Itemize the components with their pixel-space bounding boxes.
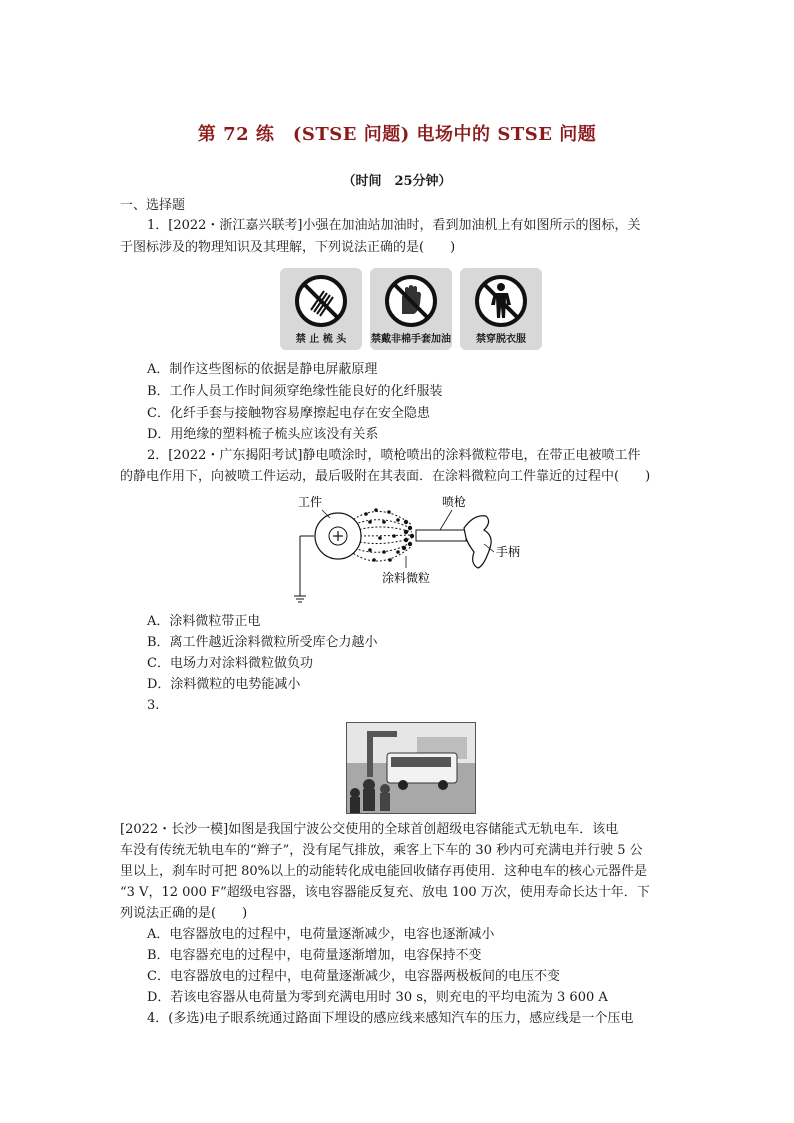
bus-photo-image <box>347 723 475 813</box>
spray-gun-barrel <box>416 530 466 541</box>
sign-caption: 禁 止 梳 头 <box>295 334 347 345</box>
warning-signs <box>280 268 542 350</box>
q3-stem-line5: 列说法正确的是( ) <box>120 906 248 921</box>
trolleybus-photo <box>346 722 476 814</box>
q3-number: 3. <box>147 698 160 713</box>
q1-option-a: A．制作这些图标的依据是静电屏蔽原理 <box>147 362 378 377</box>
spray-gun-handle <box>464 516 491 568</box>
q2-option-a: A．涂料微粒带正电 <box>147 614 261 629</box>
label-paint-particles: 涂料微粒 <box>382 571 431 585</box>
sign-no-combing <box>280 268 362 350</box>
label-workpiece: 工件 <box>298 495 323 509</box>
q1-option-c: C．化纤手套与接触物容易摩擦起电存在安全隐患 <box>147 406 430 421</box>
section-heading: 一、选择题 <box>120 198 186 213</box>
q3-stem-line1: [2022・长沙一模]如图是我国宁波公交使用的全球首创超级电容储能式无轨电车．该电 <box>120 822 619 837</box>
q3-option-a: A．电容器放电的过程中，电荷量逐渐减少，电容也逐渐减小 <box>147 927 495 942</box>
sign-caption: 禁穿脱衣服 <box>476 334 526 345</box>
paint-particles <box>364 508 414 562</box>
sign-no-undressing <box>460 268 542 350</box>
label-spray-gun: 喷枪 <box>442 495 467 509</box>
q1-stem-line2: 于图标涉及的物理知识及其理解，下列说法正确的是( ) <box>120 240 456 255</box>
no-undressing-icon <box>474 274 528 328</box>
electrostatic-spray-diagram <box>294 492 534 604</box>
no-combing-icon <box>294 274 348 328</box>
label-handle: 手柄 <box>496 545 521 559</box>
no-gloves-icon <box>384 274 438 328</box>
sign-caption: 禁戴非棉手套加油 <box>371 334 451 345</box>
q2-stem-line2: 的静电作用下，向被喷工件运动，最后吸附在其表面．在涂料微粒向工件靠近的过程中( ) <box>120 469 651 484</box>
q2-option-d: D．涂料微粒的电势能减小 <box>147 677 301 692</box>
q3-stem-line2: 车没有传统无轨电车的“辫子”，没有尾气排放，乘客上下车的 30 秒内可充满电并行驶 5 公 <box>120 843 643 858</box>
q1-option-b: B．工作人员工作时间须穿绝缘性能良好的化纤服装 <box>147 384 443 399</box>
q2-option-b: B．离工件越近涂料微粒所受库仑力越小 <box>147 635 378 650</box>
q3-option-d: D．若该电容器从电荷量为零到充满电用时 30 s，则充电的平均电流为 3 600 A <box>147 990 608 1005</box>
q2-stem-line1: 2．[2022・广东揭阳考试]静电喷涂时，喷枪喷出的涂料微粒带电，在带正电被喷工件 <box>147 448 641 463</box>
q3-stem-line3: 里以上，刹车时可把 80%以上的动能转化成电能回收储存再使用．这种电车的核心元器件是 <box>120 864 648 879</box>
q3-option-c: C．电容器放电的过程中，电荷量逐渐减少，电容器两极板间的电压不变 <box>147 969 560 984</box>
q3-stem-line4: “3 V，12 000 F”超级电容器，该电容器能反复充、放电 100 万次，使用寿命长达十年．下 <box>120 885 650 900</box>
q1-option-d: D．用绝缘的塑料梳子梳头应该没有关系 <box>147 427 379 442</box>
time-limit: （时间 25分钟） <box>342 174 452 189</box>
page-title: 第 72 练 (STSE 问题) 电场中的 STSE 问题 <box>197 124 597 145</box>
q4-stem-line1: 4．(多选)电子眼系统通过路面下埋设的感应线来感知汽车的压力，感应线是一个压电 <box>147 1011 634 1026</box>
sign-no-gloves <box>370 268 452 350</box>
q2-option-c: C．电场力对涂料微粒做负功 <box>147 656 313 671</box>
q1-stem-line1: 1．[2022・浙江嘉兴联考]小强在加油站加油时，看到加油机上有如图所示的图标，关 <box>147 218 641 233</box>
q3-option-b: B．电容器充电的过程中，电荷量逐渐增加，电容保持不变 <box>147 948 482 963</box>
